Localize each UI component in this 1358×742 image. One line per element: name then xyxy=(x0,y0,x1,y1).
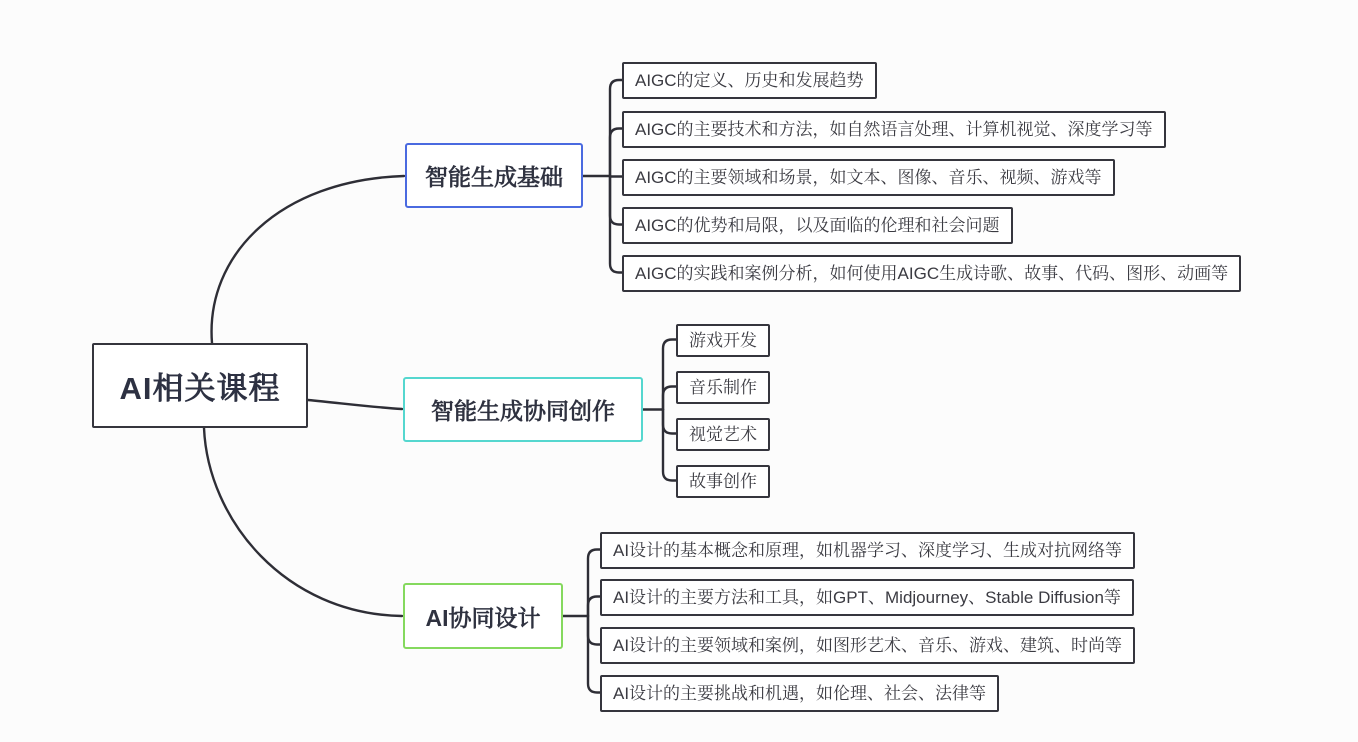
leaf-node: AI设计的主要挑战和机遇，如伦理、社会、法律等 xyxy=(600,675,999,712)
connector-branch-2-leaf-4 xyxy=(663,410,676,481)
connector-branch-3-leaf-4 xyxy=(588,616,600,693)
root-node: AI相关课程 xyxy=(92,343,308,428)
leaf-node: AI设计的主要方法和工具，如GPT、Midjourney、Stable Diffusion等 xyxy=(600,579,1134,616)
connector-branch-3-leaf-2 xyxy=(588,597,600,617)
connector-branch-2-leaf-3 xyxy=(663,410,676,434)
connector-branch-1-leaf-2 xyxy=(610,129,622,177)
branch-node-ai-collaborative-design: AI协同设计 xyxy=(403,583,563,649)
leaf-node: AIGC的主要技术和方法，如自然语言处理、计算机视觉、深度学习等 xyxy=(622,111,1166,148)
leaf-node: 游戏开发 xyxy=(676,324,770,357)
leaf-node: AIGC的定义、历史和发展趋势 xyxy=(622,62,877,99)
connector-root-to-branch-3 xyxy=(204,428,402,616)
leaf-node: AI设计的基本概念和原理，如机器学习、深度学习、生成对抗网络等 xyxy=(600,532,1135,569)
branch-node-collaborative-creation: 智能生成协同创作 xyxy=(403,377,643,442)
connector-branch-3-leaf-3 xyxy=(588,616,600,645)
leaf-node: AIGC的主要领域和场景，如文本、图像、音乐、视频、游戏等 xyxy=(622,159,1115,196)
leaf-node: AIGC的优势和局限，以及面临的伦理和社会问题 xyxy=(622,207,1013,244)
leaf-node: 视觉艺术 xyxy=(676,418,770,451)
leaf-node: 故事创作 xyxy=(676,465,770,498)
connector-branch-2-leaf-1 xyxy=(663,340,676,410)
connector-branch-3-leaf-1 xyxy=(588,550,600,617)
connector-root-to-branch-2 xyxy=(308,400,402,409)
connector-root-to-branch-1 xyxy=(212,176,404,343)
connector-branch-2-leaf-2 xyxy=(663,387,676,410)
leaf-node: 音乐制作 xyxy=(676,371,770,404)
leaf-node: AI设计的主要领域和案例，如图形艺术、音乐、游戏、建筑、时尚等 xyxy=(600,627,1135,664)
leaf-node: AIGC的实践和案例分析，如何使用AIGC生成诗歌、故事、代码、图形、动画等 xyxy=(622,255,1241,292)
connector-branch-1-leaf-4 xyxy=(610,176,622,225)
branch-node-intelligent-generation-basics: 智能生成基础 xyxy=(405,143,583,208)
